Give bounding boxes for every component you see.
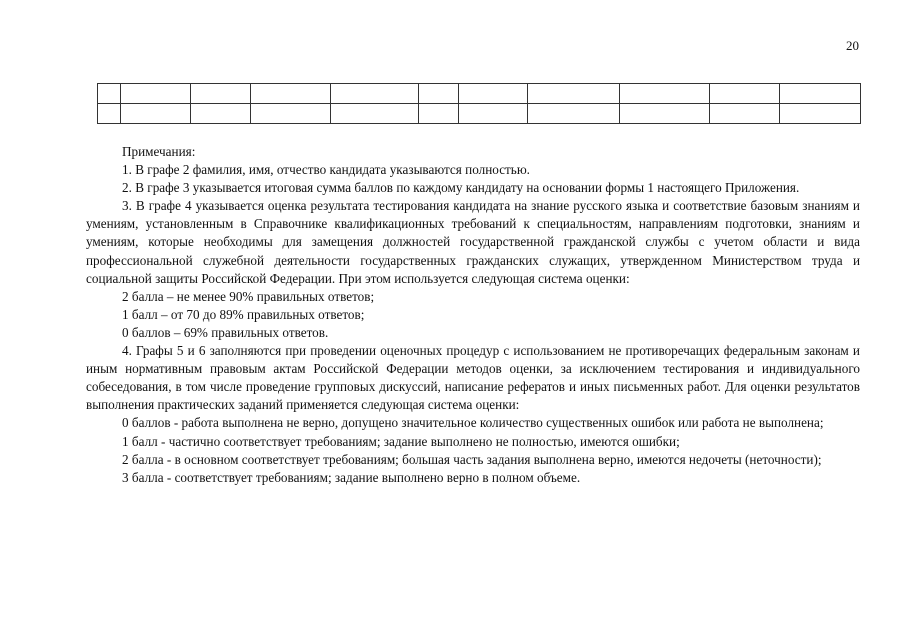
table-cell <box>121 104 191 124</box>
table-cell <box>121 84 191 104</box>
table-cell <box>98 84 121 104</box>
notes-heading: Примечания: <box>122 144 196 159</box>
table-cell <box>419 84 459 104</box>
note-paragraph: 3. В графе 4 указывается оценка результата тестирования кандидата на знание русского языка и соответствие базовым знаниям и умениям, установленным в Справочнике квалификационных требований к специальностям, направлениям подготовки, знаниям и умениям, которые необходимы для замещения должностей государственной гражданской службы с учетом области и вида профессиональной служебной деятельности государственных гражданских служащих, утвержденном Министерством труда и социальной защиты Российской Федерации. При этом используется следующая система оценки: <box>86 198 860 286</box>
table-cell <box>191 104 251 124</box>
table-cell <box>620 104 710 124</box>
table-cell <box>459 104 528 124</box>
note-paragraph: 3 балла - соответствует требованиям; задание выполнено верно в полном объеме. <box>122 469 581 485</box>
table-cell <box>459 84 528 104</box>
table-cell <box>780 84 861 104</box>
table-cell <box>620 84 710 104</box>
table-cell <box>191 84 251 104</box>
table-cell <box>419 104 459 124</box>
note-paragraph: 1 балл – от 70 до 89% правильных ответов; <box>122 306 365 322</box>
note-paragraph: 1. В графе 2 фамилия, имя, отчество кандидата указываются полностью. <box>122 162 530 178</box>
page-number: 20 <box>846 38 859 53</box>
table-cell <box>251 84 331 104</box>
table-cell <box>331 104 419 124</box>
note-paragraph: 4. Графы 5 и 6 заполняются при проведении оценочных процедур с использованием не противоречащих федеральным законам и иным нормативным правовым актам Российской Федерации методов оценки, за исключением тестирования и индивидуального собеседования, в том числе проведение групповых дискуссий, написание рефератов и иных письменных работ. Для оценки результатов выполнения практических заданий применяется следующая система оценки: <box>86 343 860 413</box>
notes-section <box>86 143 860 487</box>
table-cell <box>251 104 331 124</box>
table-cell <box>780 104 861 124</box>
table-cell <box>528 104 620 124</box>
table-cell <box>98 104 121 124</box>
note-paragraph: 2 балла - в основном соответствует требованиям; большая часть задания выполнена верно, имеются недочеты (неточности); <box>122 451 822 467</box>
note-paragraph: 0 баллов – 69% правильных ответов. <box>122 324 329 340</box>
table-row <box>98 104 861 124</box>
note-paragraph: 2. В графе 3 указывается итоговая сумма баллов по каждому кандидату на основании формы 1 настоящего Приложения. <box>122 180 800 196</box>
table-row <box>98 84 861 104</box>
note-paragraph: 2 балла – не менее 90% правильных ответов; <box>122 288 375 304</box>
table-cell <box>710 84 780 104</box>
note-paragraph: 0 баллов - работа выполнена не верно, допущено значительное количество существенных ошибок или работа не выполнена; <box>122 415 824 431</box>
table-cell <box>528 84 620 104</box>
table-cell <box>331 84 419 104</box>
blank-form-table <box>97 83 861 124</box>
note-paragraph: 1 балл - частично соответствует требованиям; задание выполнено не полностью, имеются ошибки; <box>122 433 680 449</box>
table-cell <box>710 104 780 124</box>
